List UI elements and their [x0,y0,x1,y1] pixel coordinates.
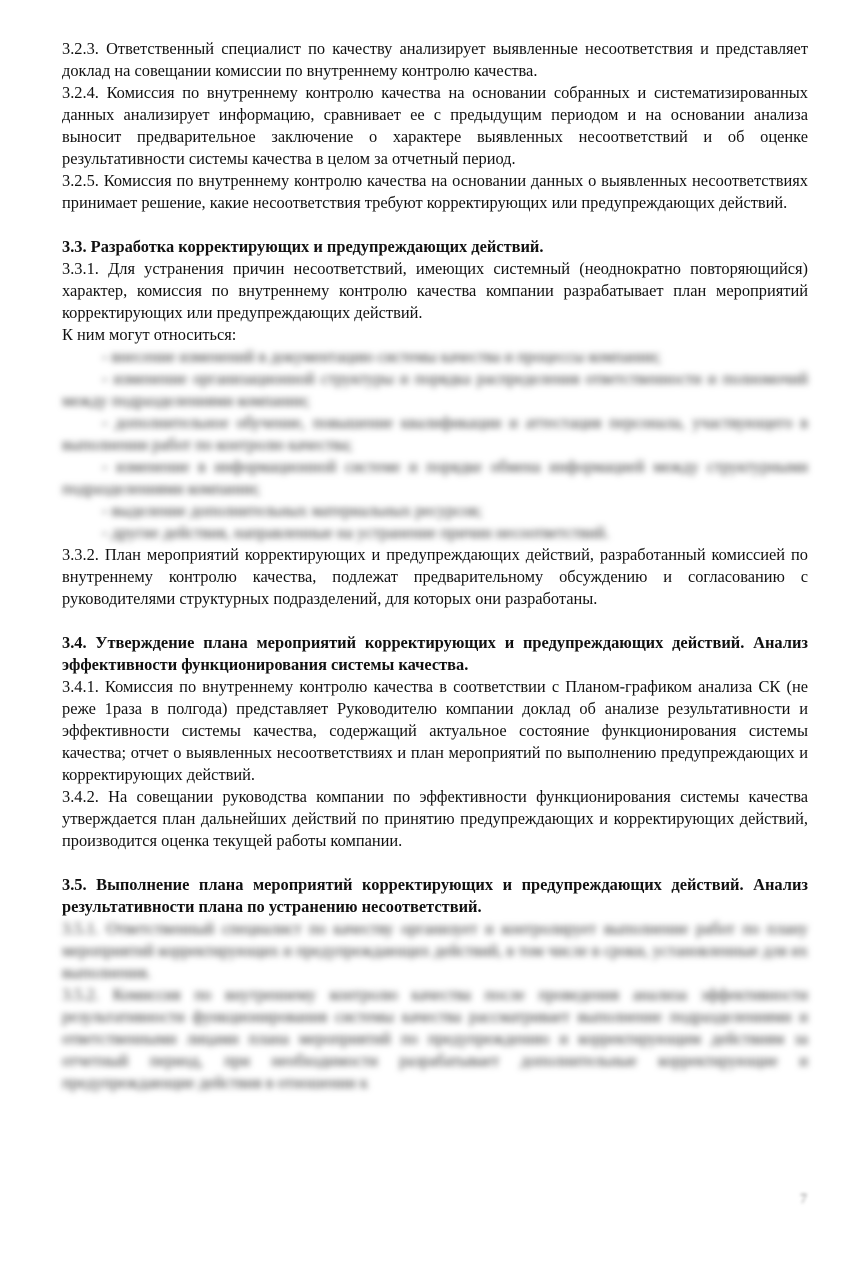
section-gap [62,610,808,632]
list-item: - дополнительное обучение, повышение квалификации и аттестация персонала, участвующего в выполнении работ по контролю качества; [62,413,808,454]
list-item: - изменение в информационной системе и порядке обмена информацией между структурными подразделениями компании; [62,457,808,498]
list-item: - выделение дополнительных материальных ресурсов; [102,501,483,520]
section-gap [62,214,808,236]
list-item: - внесение изменений в документацию системы качества и процессы компании; [102,347,661,366]
paragraph-p-3-4-1: 3.4.1. Комиссия по внутреннему контролю качества в соответствии с Планом-графиком анализа СК (не реже 1раза в полгода) представляет Руководителю компании доклад об анализе результативности и эффективности системы качества, содержащий актуальное состояние функционирования системы качества; отчет о выявленных несоответствиях и план мероприятий по выполнению предупреждающих и корректирующих действий. [62,677,808,784]
paragraph-p-3-2-4: 3.2.4. Комиссия по внутреннему контролю качества на основании собранных и систематизированных данных анализирует информацию, сравнивает ее с предыдущим периодом и на основании анализа выносит предварительное заключение о характере выявленных несоответствий и об оценке результативности системы качества в целом за отчетный период. [62,83,808,168]
paragraph-p-3-2-5: 3.2.5. Комиссия по внутреннему контролю качества на основании данных о выявленных несоответствиях принимает решение, какие несоответствия требуют корректирующих или предупреждающих действий. [62,171,808,212]
section-heading-h-3-4: 3.4. Утверждение плана мероприятий корректирующих и предупреждающих действий. Анализ эффективности функционирования системы качества. [62,633,808,674]
paragraph-p-3-3-1: 3.3.1. Для устранения причин несоответствий, имеющих системный (неоднократно повторяющийся) характер, комиссия по внутреннему контролю качества компании разрабатывает план мероприятий корректирующих или предупреждающих действий. [62,259,808,322]
blurred-paragraph-blur-p-1: 3.5.1. Ответственный специалист по качеству организует и контролирует выполнение работ по плану мероприятий корректирующих и предупреждающих действий, в том числе в сроки, установленные для их выполнения. [62,919,808,982]
paragraph-p-may-include: К ним могут относиться: [62,325,237,344]
section-heading-h-3-3: 3.3. Разработка корректирующих и предупреждающих действий. [62,237,544,256]
paragraph-p-3-2-3: 3.2.3. Ответственный специалист по качеству анализирует выявленные несоответствия и представляет доклад на совещании комиссии по внутреннему контролю качества. [62,39,808,80]
section-gap [62,852,808,874]
page-number: 7 [800,1192,807,1207]
paragraph-p-3-3-2: 3.3.2. План мероприятий корректирующих и предупреждающих действий, разработанный комиссией по внутреннему контролю качества, подлежат предварительному обсуждению и согласованию с руководителями структурных подразделений, для которых они разработаны. [62,545,808,608]
section-heading-h-3-5: 3.5. Выполнение плана мероприятий корректирующих и предупреждающих действий. Анализ результативности плана по устранению несоответствий. [62,875,808,916]
list-item: - другие действия, направленные на устранение причин несоответствий. [102,523,610,542]
document-page [62,38,808,1094]
paragraph-p-3-4-2: 3.4.2. На совещании руководства компании по эффективности функционирования системы качества утверждается план дальнейших действий по принятию предупреждающих и корректирующих действий, производится оценка текущей работы компании. [62,787,808,850]
blurred-paragraph-blur-p-2: 3.5.2. Комиссия по внутреннему контролю качества после проведения анализа эффективности результативности функционирования системы качества рассматривает выполнение подразделениями и ответственными лицами плана мероприятий по предупреждению и корректирующим действиям за отчетный период, при необходимости разрабатывает дополнительные корректирующие и предупреждающие действия в отношении к [62,985,808,1092]
blurred-list [62,346,808,544]
list-item: - изменение организационной структуры и порядка распределения ответственности и полномочий между подразделениями компании; [62,369,808,410]
